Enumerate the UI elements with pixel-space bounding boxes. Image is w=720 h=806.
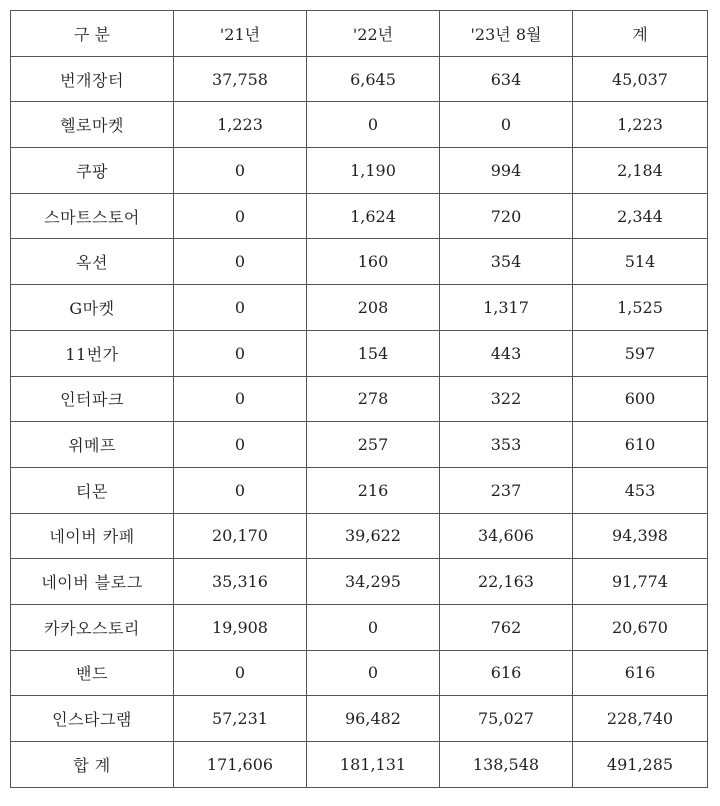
cell-total: 600: [573, 376, 708, 422]
cell-2023-aug: 443: [440, 330, 573, 376]
cell-2021: 0: [174, 285, 307, 331]
cell-2021: 1,223: [174, 102, 307, 148]
cell-total: 597: [573, 330, 708, 376]
cell-2022: 154: [307, 330, 440, 376]
cell-2021: 35,316: [174, 559, 307, 605]
header-2023-aug: '23년 8월: [440, 11, 573, 57]
row-label: 티몬: [11, 467, 174, 513]
cell-2021: 0: [174, 239, 307, 285]
row-label: G마켓: [11, 285, 174, 331]
header-2021: '21년: [174, 11, 307, 57]
row-label: 네이버 카페: [11, 513, 174, 559]
table-row: [11, 56, 708, 102]
row-label: 스마트스토어: [11, 193, 174, 239]
cell-2022: 0: [307, 650, 440, 696]
row-label: 헬로마켓: [11, 102, 174, 148]
cell-2021: 37,758: [174, 56, 307, 102]
table-row: [11, 193, 708, 239]
cell-2021: 0: [174, 467, 307, 513]
cell-2021: 57,231: [174, 696, 307, 742]
cell-2022: 1,624: [307, 193, 440, 239]
cell-2021: 0: [174, 650, 307, 696]
cell-2021: 20,170: [174, 513, 307, 559]
table-row: [11, 650, 708, 696]
cell-total: 453: [573, 467, 708, 513]
row-label: 번개장터: [11, 56, 174, 102]
data-table: [10, 10, 708, 788]
row-label: 쿠팡: [11, 148, 174, 194]
row-label: 인스타그램: [11, 696, 174, 742]
cell-2023-aug: 354: [440, 239, 573, 285]
cell-2023-aug: 322: [440, 376, 573, 422]
row-label: 옥션: [11, 239, 174, 285]
cell-2023-aug: 720: [440, 193, 573, 239]
cell-2023-aug: 0: [440, 102, 573, 148]
cell-2023-aug: 1,317: [440, 285, 573, 331]
cell-2022: 34,295: [307, 559, 440, 605]
cell-total: 94,398: [573, 513, 708, 559]
cell-2023-aug: 75,027: [440, 696, 573, 742]
cell-2023-aug: 616: [440, 650, 573, 696]
cell-2022: 0: [307, 604, 440, 650]
cell-2023-aug: 762: [440, 604, 573, 650]
cell-total: 228,740: [573, 696, 708, 742]
cell-2022: 1,190: [307, 148, 440, 194]
data-table-container: [10, 10, 708, 788]
cell-2022: 181,131: [307, 742, 440, 788]
cell-total: 20,670: [573, 604, 708, 650]
cell-total: 45,037: [573, 56, 708, 102]
cell-2021: 0: [174, 376, 307, 422]
table-header-row: [11, 11, 708, 57]
cell-2023-aug: 22,163: [440, 559, 573, 605]
cell-total: 2,344: [573, 193, 708, 239]
cell-total: 91,774: [573, 559, 708, 605]
cell-total: 610: [573, 422, 708, 468]
cell-2022: 257: [307, 422, 440, 468]
row-label: 네이버 블로그: [11, 559, 174, 605]
row-label: 카카오스토리: [11, 604, 174, 650]
cell-2023-aug: 353: [440, 422, 573, 468]
row-label: 위메프: [11, 422, 174, 468]
table-row: [11, 467, 708, 513]
cell-2021: 0: [174, 330, 307, 376]
table-row: [11, 148, 708, 194]
cell-total: 2,184: [573, 148, 708, 194]
table-row: [11, 102, 708, 148]
table-row: [11, 239, 708, 285]
table-total-row: [11, 742, 708, 788]
cell-2022: 160: [307, 239, 440, 285]
cell-2021: 0: [174, 148, 307, 194]
cell-2022: 278: [307, 376, 440, 422]
table-row: [11, 330, 708, 376]
cell-2021: 0: [174, 193, 307, 239]
cell-2022: 216: [307, 467, 440, 513]
cell-2023-aug: 994: [440, 148, 573, 194]
table-row: [11, 285, 708, 331]
cell-2023-aug: 634: [440, 56, 573, 102]
cell-total: 491,285: [573, 742, 708, 788]
row-label: 11번가: [11, 330, 174, 376]
row-label: 인터파크: [11, 376, 174, 422]
cell-total: 1,525: [573, 285, 708, 331]
row-label-total: 합 계: [11, 742, 174, 788]
cell-2022: 6,645: [307, 56, 440, 102]
table-row: [11, 422, 708, 468]
cell-2023-aug: 138,548: [440, 742, 573, 788]
cell-2022: 96,482: [307, 696, 440, 742]
cell-2021: 0: [174, 422, 307, 468]
cell-2022: 39,622: [307, 513, 440, 559]
cell-2022: 0: [307, 102, 440, 148]
table-row: [11, 513, 708, 559]
cell-total: 514: [573, 239, 708, 285]
cell-2023-aug: 34,606: [440, 513, 573, 559]
table-row: [11, 559, 708, 605]
cell-total: 1,223: [573, 102, 708, 148]
cell-2023-aug: 237: [440, 467, 573, 513]
cell-2021: 171,606: [174, 742, 307, 788]
table-row: [11, 376, 708, 422]
table-row: [11, 696, 708, 742]
header-total: 계: [573, 11, 708, 57]
table-row: [11, 604, 708, 650]
cell-total: 616: [573, 650, 708, 696]
cell-2021: 19,908: [174, 604, 307, 650]
header-2022: '22년: [307, 11, 440, 57]
cell-2022: 208: [307, 285, 440, 331]
header-category: 구 분: [11, 11, 174, 57]
row-label: 밴드: [11, 650, 174, 696]
